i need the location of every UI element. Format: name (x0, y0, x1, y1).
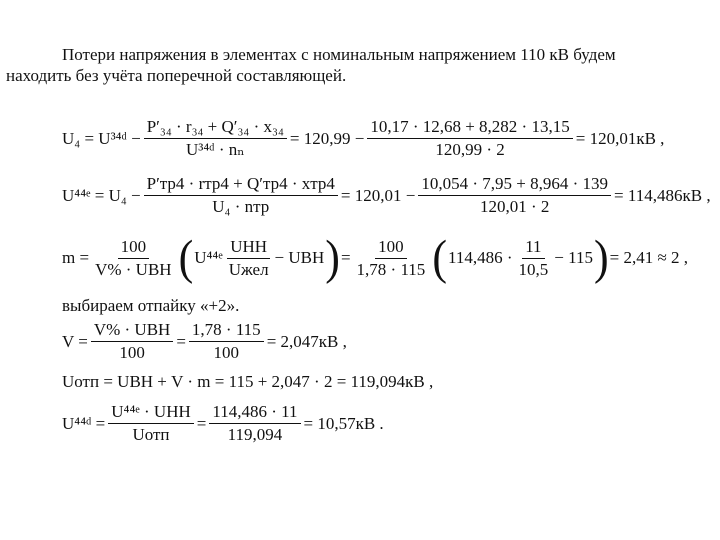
eq3-denominator-4: 10,5 (518, 259, 549, 279)
eq1-fraction-numeric (367, 117, 572, 160)
eq3-denominator-3: 1,78 · 115 (356, 259, 426, 279)
eq6-numerator-1: U⁴⁴ᵉ · UНН (108, 402, 193, 424)
eq3-right-paren-1: ) (325, 230, 340, 285)
eq4-denominator-1: 100 (119, 343, 145, 362)
eq6-result: = 10,57кВ . (303, 413, 384, 433)
equation-u44d (62, 402, 384, 445)
equation-v (62, 320, 347, 363)
eq1-result: = 120,01кВ , (575, 128, 665, 148)
eq2-result: = 114,486кВ , (614, 185, 711, 205)
eq1-denominator-symbolic: U³⁴ᵈ · nₙ (185, 140, 245, 159)
eq3-fraction-4 (516, 237, 552, 280)
eq3-numerator-4: 11 (522, 237, 544, 259)
eq1-numerator-numeric: 10,17 · 12,68 + 8,282 · 13,15 (367, 117, 572, 139)
choice-text: выбираем отпайку «+2». (62, 296, 240, 315)
eq3-inner-a: U⁴⁴ᵉ (194, 248, 223, 267)
eq6-numerator-2: 114,486 · 11 (209, 402, 300, 424)
intro-line-2: находить без учёта поперечной составляющей. (6, 66, 347, 85)
eq3-fraction-1 (92, 237, 175, 280)
eq1-fraction-symbolic (144, 117, 287, 160)
eq2-fraction-symbolic (144, 174, 338, 217)
equation-u44e (62, 174, 711, 217)
eq1-denominator-numeric: 120,99 · 2 (435, 140, 505, 159)
intro-line-1: Потери напряжения в элементах с номинальным напряжением 110 кВ будем (62, 45, 616, 64)
eq2-numerator-symbolic: P′тр4 · rтр4 + Q′тр4 · xтр4 (144, 174, 338, 196)
eq3-numerator-2: UНН (227, 237, 270, 259)
eq3-result: = 2,41 ≈ 2 , (609, 248, 689, 267)
eq3-inner-c: 114,486 · (447, 248, 513, 267)
eq1-numerator-symbolic: P′₃₄ · r₃₄ + Q′₃₄ · x₃₄ (144, 117, 287, 139)
eq3-inner-b: − UВН (274, 248, 325, 267)
equation-uotp: Uотп = UВН + V · m = 115 + 2,047 · 2 = 119,094кВ , (62, 372, 434, 391)
eq3-left-paren-1: ( (178, 230, 194, 285)
eq1-mid: = 120,99 − (289, 128, 365, 148)
equation-u4 (62, 117, 664, 160)
eq4-fraction-1 (91, 320, 174, 363)
eq4-fraction-2 (189, 320, 264, 363)
eq3-inner-d: − 115 (554, 248, 593, 267)
eq3-fraction-3 (354, 237, 429, 280)
eq4-lhs: V = (62, 331, 88, 351)
eq4-numerator-1: V% · UВН (91, 320, 174, 342)
eq3-left-paren-2: ( (432, 230, 447, 285)
equation-m (62, 230, 689, 285)
eq3-eq-mid: = (340, 248, 351, 267)
eq2-denominator-symbolic: U₄ · nтр (212, 197, 270, 216)
eq2-fraction-numeric (418, 174, 611, 217)
eq3-fraction-2 (226, 237, 272, 280)
eq1-lhs: U₄ = U³⁴ᵈ − (62, 128, 141, 148)
eq6-eq-mid: = (196, 413, 207, 433)
eq3-numerator-3: 100 (375, 237, 407, 259)
eq6-fraction-2 (209, 402, 300, 445)
eq2-lhs: U⁴⁴ᵉ = U₄ − (62, 185, 141, 205)
eq2-denominator-numeric: 120,01 · 2 (479, 197, 550, 216)
eq3-numerator-1: 100 (118, 237, 150, 259)
eq4-numerator-2: 1,78 · 115 (189, 320, 264, 342)
eq6-fraction-1 (108, 402, 193, 445)
eq3-right-paren-2: ) (593, 230, 609, 285)
eq2-mid: = 120,01 − (340, 185, 416, 205)
eq4-eq-mid: = (176, 331, 186, 351)
eq3-denominator-2: Uжел (228, 259, 269, 279)
eq3-lhs: m = (62, 248, 90, 267)
eq6-denominator-1: Uотп (132, 425, 170, 444)
eq4-result: = 2,047кВ , (266, 331, 347, 351)
eq6-lhs: U⁴⁴ᵈ = (62, 413, 106, 433)
eq2-numerator-numeric: 10,054 · 7,95 + 8,964 · 139 (418, 174, 611, 196)
eq4-denominator-2: 100 (213, 343, 240, 362)
eq3-denominator-1: V% · UВН (95, 259, 172, 279)
eq6-denominator-2: 119,094 (227, 425, 283, 444)
